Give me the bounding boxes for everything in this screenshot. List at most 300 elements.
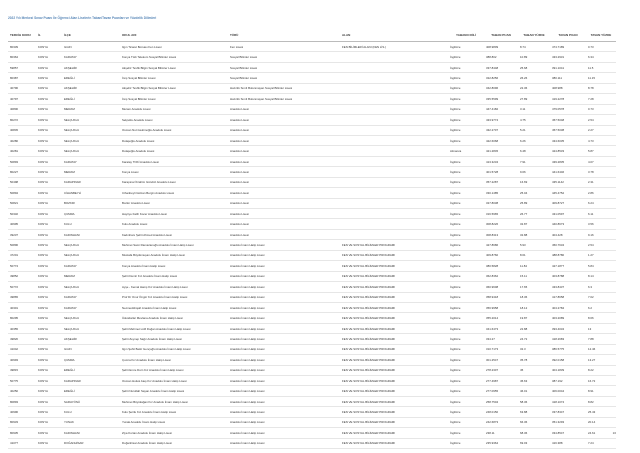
- table-row: [8, 94, 616, 104]
- table-cell: İngilizce: [448, 344, 484, 354]
- table-cell: KONYA: [36, 344, 62, 354]
- table-cell: 358.9418: [484, 292, 518, 302]
- table-cell: 419.2278: [550, 94, 586, 104]
- table-cell: 39237: [8, 229, 36, 239]
- table-cell: 11.5: [586, 62, 616, 72]
- table-cell: 40993: [8, 355, 36, 365]
- table-cell: İngilizce: [448, 135, 484, 145]
- table-cell: 341.6473: [484, 323, 518, 333]
- table-cell: SELÇUKLU: [62, 282, 120, 292]
- table-cell: KARATAY: [62, 292, 120, 302]
- table-cell: 422.6068: [484, 135, 518, 145]
- table-cell: Ziya Kurtan Anadolu İmam Hatip Lisesi: [120, 428, 228, 438]
- table-cell: 322.8256: [484, 73, 518, 83]
- table-cell: 7.24: [586, 438, 616, 448]
- table-cell: Çumra Kız Anadolu İmam Hatip Lisesi: [120, 355, 228, 365]
- table-cell: 308.8313: [484, 229, 518, 239]
- table-cell: FEN VE SOSYAL BİLİMLER PROGRAMI: [340, 240, 448, 250]
- table-cell: 404.2784: [550, 302, 586, 312]
- table-cell: İngilizce: [448, 407, 484, 417]
- table-row: [8, 104, 616, 114]
- table-cell: [340, 62, 448, 72]
- table-cell: AKŞEHİR: [62, 62, 120, 72]
- table-cell: 80295: [8, 313, 36, 323]
- table-cell: DOĞANHİSAR: [62, 438, 120, 448]
- table-cell: 440.8673: [550, 219, 586, 229]
- table-cell: İngilizce: [448, 250, 484, 260]
- table-cell: 1.27: [586, 250, 616, 260]
- table-cell: 409.8727: [550, 198, 586, 208]
- table-cell: İngilizce: [448, 302, 484, 312]
- table-cell: Şehit Zeynep Sağır Anadolu İmam Hatip Lisesi: [120, 334, 228, 344]
- header-alan: ALAN: [342, 33, 351, 38]
- table-cell: Anadolu İmam Hatip Lisesi: [228, 313, 340, 323]
- table-cell: 416.388: [550, 438, 586, 448]
- table-cell: 357.2287: [484, 177, 518, 187]
- table-cell: 441.6446: [550, 167, 586, 177]
- table-cell: KONYA: [36, 334, 62, 344]
- table-cell: İngilizce: [448, 313, 484, 323]
- table-cell: İnnş Sosyal Bilimler Lisesi: [120, 73, 228, 83]
- table-cell: KONYA: [36, 438, 62, 448]
- table-cell: 63.88: [518, 407, 550, 417]
- table-cell: 301.2547: [484, 355, 518, 365]
- header-dil: YABANCI DİLİ: [456, 33, 476, 38]
- table-cell: 25.04: [518, 188, 550, 198]
- table-cell: [340, 73, 448, 83]
- table-cell: 6.3: [586, 282, 616, 292]
- table-cell: 457.5048: [550, 115, 586, 125]
- table-cell: 80387: [8, 73, 36, 83]
- table-cell: EREĞLİ: [62, 94, 120, 104]
- table-cell: Doğanhisar Anadolu İmam Hatip Lisesi: [120, 438, 228, 448]
- table-cell: 330.1485: [484, 188, 518, 198]
- table-cell: 337.8347: [550, 407, 586, 417]
- table-row: [8, 282, 616, 292]
- table-cell: SELÇUKLU: [62, 115, 120, 125]
- table-cell: 7.88: [586, 334, 616, 344]
- table-cell: 387.192: [550, 376, 586, 386]
- table-cell: 418.1074: [550, 396, 586, 406]
- table-cell: KARAPINAR: [62, 376, 120, 386]
- table-cell: İngilizce: [448, 438, 484, 448]
- table-cell: Selçuklu Anadolu Lisesi: [120, 115, 228, 125]
- table-cell: 58.36: [518, 396, 550, 406]
- table-cell: İngilizce: [448, 198, 484, 208]
- table-cell: KONYA: [36, 188, 62, 198]
- table-cell: Anadolu İmam Hatip Lisesi: [228, 428, 340, 438]
- table-cell: İngilizce: [448, 73, 484, 83]
- table-cell: 5.84: [586, 261, 616, 271]
- table-cell: 41042: [8, 344, 36, 354]
- table-cell: Anadolu İmam Hatip Lisesi: [228, 261, 340, 271]
- table-cell: KONYA: [36, 219, 62, 229]
- table-cell: 2.86: [586, 188, 616, 198]
- header-kod: TERCİH KODU: [10, 33, 31, 38]
- table-cell: 417.8658: [550, 292, 586, 302]
- table-cell: KONYA: [36, 302, 62, 312]
- table-cell: 45.63: [518, 376, 550, 386]
- table-cell: İngilizce: [448, 42, 484, 52]
- table-cell: İngilizce: [448, 115, 484, 125]
- table-cell: Anadolu İmam Hatip Lisesi: [228, 271, 340, 281]
- table-cell: Sosyal Bilimler Lisesi: [228, 62, 340, 72]
- table-cell: 392.0158: [550, 355, 586, 365]
- table-cell: KONYA: [36, 250, 62, 260]
- table-row: [8, 355, 616, 365]
- table-cell: Sosyal Bilimler Lisesi: [228, 73, 340, 83]
- table-cell: İngilizce: [448, 209, 484, 219]
- table-cell: 3.78: [586, 167, 616, 177]
- table-row: [8, 167, 616, 177]
- table-cell: 80272: [8, 115, 36, 125]
- table-cell: Osman Nuri Hekimoğlu Anadolu Lisesi: [120, 125, 228, 135]
- table-row: [8, 229, 616, 239]
- table-cell: 4.07: [586, 156, 616, 166]
- table-cell: 6.11: [586, 209, 616, 219]
- table-cell: KARATAY: [62, 302, 120, 312]
- table-cell: KONYA: [36, 313, 62, 323]
- table-cell: FEN VE SOSYAL BİLİMLER PROGRAMI: [340, 355, 448, 365]
- table-cell: 308.8226: [484, 219, 518, 229]
- table-cell: İngilizce: [448, 261, 484, 271]
- table-cell: KONYA: [36, 198, 62, 208]
- table-cell: 277.0955: [484, 386, 518, 396]
- table-cell: KONYA: [36, 396, 62, 406]
- table-cell: 474.7189: [550, 42, 586, 52]
- table-cell: İngilizce: [448, 365, 484, 375]
- table-cell: 447.4182: [484, 104, 518, 114]
- table-cell: 40995: [8, 219, 36, 229]
- table-cell: FEN VE SOSYAL BİLİMLER PROGRAMI: [340, 407, 448, 417]
- table-cell: 401.5728: [484, 167, 518, 177]
- table-cell: 50896: [8, 240, 36, 250]
- table-cell: 26.26: [518, 73, 550, 83]
- table-cell: ÇUMRA: [62, 355, 120, 365]
- table-cell: 6.34: [586, 52, 616, 62]
- table-cell: 424.8533: [550, 146, 586, 156]
- table-cell: 5.87: [586, 146, 616, 156]
- table-cell: Anadolu Lisesi: [228, 115, 340, 125]
- table-cell: 16.69: [518, 177, 550, 187]
- table-cell: İngilizce: [448, 229, 484, 239]
- table-cell: 40797: [8, 94, 36, 104]
- table-cell: Anadolu İmam Hatip Lisesi: [228, 376, 340, 386]
- table-cell: 41077: [8, 438, 36, 448]
- table-cell: [340, 52, 448, 62]
- table-cell: FEN VE SOSYAL BİLİMLER PROGRAMI: [340, 261, 448, 271]
- table-row: [8, 428, 616, 438]
- header-tur: TÜRÜ: [230, 33, 239, 38]
- table-cell: 334.27: [484, 334, 518, 344]
- table-cell: 403.8788: [550, 271, 586, 281]
- table-cell: 337.8448: [484, 62, 518, 72]
- table-cell: 2.31: [586, 177, 616, 187]
- table-cell: 40281: [8, 146, 36, 156]
- table-cell: 8.82: [586, 396, 616, 406]
- table-cell: KONYA: [36, 240, 62, 250]
- table-cell: 351.3293: [550, 417, 586, 427]
- table-cell: 327.8038: [484, 198, 518, 208]
- table-cell: Anadolu Lisesi: [228, 146, 340, 156]
- table-cell: 20.14: [586, 417, 616, 427]
- table-cell: 15.11: [518, 271, 550, 281]
- table-cell: KADINHANI: [62, 229, 120, 239]
- table-cell: Cihanbeyli Gülcan Bergin Anadolu Lisesi: [120, 188, 228, 198]
- table-cell: Konya Lisesi: [120, 167, 228, 177]
- table-row: [8, 146, 616, 156]
- table-row: [8, 386, 616, 396]
- table-cell: 35.78: [518, 355, 550, 365]
- table-cell: 427.8686: [484, 240, 518, 250]
- table-cell: KADINHANI: [62, 428, 120, 438]
- table-cell: İnnş Sosyal Bilimler Lisesi: [120, 94, 228, 104]
- table-cell: AKŞEHİR: [62, 334, 120, 344]
- table-cell: Ilgın Şehit Bekir Gençoğlu Anadolu İmam Hatip Lisesi: [120, 344, 228, 354]
- table-cell: 13.27: [586, 355, 616, 365]
- table-cell: 24.72: [518, 334, 550, 344]
- table-cell: FEN VE SOSYAL BİLİMLER PROGRAMI: [340, 438, 448, 448]
- table-cell: SELÇUKLU: [62, 313, 120, 323]
- table-cell: 409.8760: [484, 250, 518, 260]
- table-cell: Osman Hulusi Ateş Kız Anadolu İmam Hatip Lisesi: [120, 376, 228, 386]
- table-cell: Karapınar İbrahim Gündüz Anadolu Lisesi: [120, 177, 228, 187]
- table-cell: İngilizce: [448, 219, 484, 229]
- document-title: 2022 Yılı Merkezi Sınav Puanı İle Öğrenci Alan Liselerin Taban/Tavan Puanları ve Yüzdelik Dilimleri: [8, 16, 157, 20]
- table-cell: 8.22: [586, 365, 616, 375]
- table-cell: İngilizce: [448, 177, 484, 187]
- table-cell: 80227: [8, 167, 36, 177]
- table-cell: 316.5965: [484, 209, 518, 219]
- table-cell: SELÇUKLU: [62, 323, 120, 333]
- table-cell: Anadolu Lisesi: [228, 177, 340, 187]
- table-cell: Anadolu İmam Hatip Lisesi: [228, 417, 340, 427]
- table-cell: İngilizce: [448, 323, 484, 333]
- table-cell: 17.65: [518, 282, 550, 292]
- table-cell: 80935: [8, 428, 36, 438]
- table-cell: Anadolu İmam Hatip Lisesi: [228, 396, 340, 406]
- table-cell: 457.5038: [550, 125, 586, 135]
- table-cell: İngilizce: [448, 376, 484, 386]
- table-cell: 40250: [8, 386, 36, 396]
- table-cell: AKŞEHİR: [62, 83, 120, 93]
- table-cell: [340, 198, 448, 208]
- table-cell: İngilizce: [448, 428, 484, 438]
- table-cell: Kadınhanı Şehit Ahmed Anadolu Lisesi: [120, 229, 228, 239]
- table-cell: 40845: [8, 125, 36, 135]
- table-body: [8, 42, 616, 449]
- table-cell: KARATAY: [62, 261, 120, 271]
- table-row: [8, 188, 616, 198]
- table-cell: 380.5828: [484, 261, 518, 271]
- table-cell: KONYA: [36, 52, 62, 62]
- table-cell: 418.2683: [550, 334, 586, 344]
- table-cell: 434.6035: [550, 135, 586, 145]
- table-cell: İngilizce: [448, 62, 484, 72]
- table-row: [8, 42, 616, 52]
- table-cell: Mustafa Büyükmuşan Anadolu İmam Hatip Lisesi: [120, 250, 228, 260]
- table-cell: 435.1142: [550, 177, 586, 187]
- table-cell: 439.2835: [550, 156, 586, 166]
- table-row: [8, 125, 616, 135]
- table-cell: 9.16: [586, 229, 616, 239]
- table-cell: KONYA: [36, 229, 62, 239]
- table-cell: ILGIN: [62, 344, 120, 354]
- table-cell: İngilizce: [448, 94, 484, 104]
- table-cell: SELÇUKLU: [62, 250, 120, 260]
- header-tavan-puan: TAVAN PUAN: [558, 33, 578, 38]
- table-cell: FEN VE SOSYAL BİLİMLER PROGRAMI: [340, 334, 448, 344]
- table-cell: KONYA: [36, 271, 62, 281]
- table-cell: 32.88: [518, 229, 550, 239]
- table-cell: 11.15: [586, 73, 616, 83]
- table-cell: Anadolu Lisesi: [228, 198, 340, 208]
- table-cell: KONYA: [36, 135, 62, 145]
- table-cell: 8.91: [586, 386, 616, 396]
- table-cell: 18.36: [518, 292, 550, 302]
- table-cell: 3.56: [586, 219, 616, 229]
- table-row: [8, 302, 616, 312]
- table-cell: Yunak Anadolu İmam Hatip Lisesi: [120, 417, 228, 427]
- table-cell: EREĞLİ: [62, 386, 120, 396]
- table-cell: FEN VE SOSYAL BİLİMLER PROGRAMI: [340, 302, 448, 312]
- table-cell: 2.54: [586, 115, 616, 125]
- table-cell: 8.78: [586, 83, 616, 93]
- table-cell: 6.2: [586, 302, 616, 312]
- table-cell: Şehit Nurullah Sayan Anadolu İmam Hatip Lisesi: [120, 386, 228, 396]
- table-cell: 7.02: [586, 292, 616, 302]
- table-cell: 335.5599: [484, 94, 518, 104]
- table-row: [8, 271, 616, 281]
- table-cell: KULU: [62, 219, 120, 229]
- table-row: [8, 83, 616, 93]
- table-cell: KULU: [62, 407, 120, 417]
- table-cell: FEN VE SOSYAL BİLİMLER PROGRAMI: [340, 344, 448, 354]
- table-cell: FEN VE SOSYAL BİLİMLER PROGRAMI: [340, 282, 448, 292]
- table-cell: FEN VE SOSYAL BİLİMLER PROGRAMI: [340, 396, 448, 406]
- table-cell: 433.9774: [484, 115, 518, 125]
- table-cell: 242.6873: [484, 417, 518, 427]
- table-cell: Konya Anadolu İmam Hatip Lisesi: [120, 261, 228, 271]
- table-cell: 26.77: [518, 209, 550, 219]
- table-cell: EREĞLİ: [62, 73, 120, 83]
- table-cell: SELÇUKLU: [62, 146, 120, 156]
- table-cell: [340, 209, 448, 219]
- table-cell: Akşehir Tevfik Bilgin Sosyal Bilimler Lisesi: [120, 62, 228, 72]
- table-cell: Anadolu Lisesi: [228, 135, 340, 145]
- table-cell: FEN VE SOSYAL BİLİMLER PROGRAMI: [340, 417, 448, 427]
- table-cell: Anadolu İmam Hatip Lisesi: [228, 282, 340, 292]
- table-cell: Kulu Anadolu Lisesi: [120, 219, 228, 229]
- table-cell: İngilizce: [448, 292, 484, 302]
- table-cell: 49820: [8, 334, 36, 344]
- table-cell: 342.8096: [484, 83, 518, 93]
- table-cell: Şehit Emre Durn Kız Anadolu İmam Hatip Lisesi: [120, 365, 228, 375]
- table-cell: KONYA: [36, 156, 62, 166]
- table-cell: KONYA: [36, 355, 62, 365]
- table-cell: Karatay TOKİ Anadolu Lisesi: [120, 156, 228, 166]
- table-cell: [340, 104, 448, 114]
- table-cell: 25.68: [518, 62, 550, 72]
- table-cell: Anadolu İmam Hatip Lisesi: [228, 344, 340, 354]
- table-cell: 68.36: [518, 428, 550, 438]
- table-cell: 50775: [8, 376, 36, 386]
- table-cell: 2.27: [586, 125, 616, 135]
- table-cell: 7.91: [518, 156, 550, 166]
- table-cell: KONYA: [36, 73, 62, 83]
- table-cell: 235.9364: [484, 438, 518, 448]
- table-row: [8, 250, 616, 260]
- table-cell: İngilizce: [448, 167, 484, 177]
- table-cell: FEN VE SOSYAL BİLİMLER PROGRAMI: [340, 313, 448, 323]
- header-okul: OKUL ADI: [122, 33, 137, 38]
- table-row: [8, 417, 616, 427]
- table-cell: 40996: [8, 407, 36, 417]
- table-cell: CİHANBEYLİ: [62, 188, 120, 198]
- table-cell: 18.12: [518, 302, 550, 312]
- table-cell: İngilizce: [448, 334, 484, 344]
- table-cell: KARATAY: [62, 156, 120, 166]
- table-cell: 49865: [8, 292, 36, 302]
- table-cell: [340, 125, 448, 135]
- table-cell: İngilizce: [448, 52, 484, 62]
- table-cell: Anadolu Lisesi: [228, 156, 340, 166]
- table-cell: Üsküdarlar Mevlana Anadolu İmam Hatip Lisesi: [120, 313, 228, 323]
- table-cell: Anadolu İmam Hatip Lisesi: [228, 323, 340, 333]
- table-cell: [340, 115, 448, 125]
- table-cell: Prof Dr Onur Öngür Kız Anadolu İmam Hatip Lisesi: [120, 292, 228, 302]
- table-row: [8, 52, 616, 62]
- table-row: [8, 407, 616, 417]
- table-cell: Anadolu İmam Hatip Lisesi: [228, 250, 340, 260]
- table-cell: Mehmet Sami Ramazanoğlu Anadolu İmam Hatip Lisesi: [120, 240, 228, 250]
- table-cell: 404.1839: [550, 365, 586, 375]
- table-cell: 408.9809: [484, 42, 518, 52]
- table-cell: Anadolu Lisesi: [228, 209, 340, 219]
- table-cell: 19.87: [518, 313, 550, 323]
- table-cell: [340, 229, 448, 239]
- table-row: [8, 365, 616, 375]
- table-cell: KONYA: [36, 42, 62, 52]
- table-cell: 445.4752: [550, 188, 586, 198]
- header-ilce: İLÇE: [64, 33, 71, 38]
- table-cell: KONYA: [36, 94, 62, 104]
- table-cell: 258.7504: [484, 396, 518, 406]
- table-cell: İngilizce: [448, 125, 484, 135]
- table-cell: Anadolu Lisesi: [228, 188, 340, 198]
- table-cell: FEN VE SOSYAL BİLİMLER PROGRAMI: [340, 428, 448, 438]
- table-cell: MERAM: [62, 104, 120, 114]
- table-cell: 40301: [8, 302, 36, 312]
- table-cell: FEN VE SOSYAL BİLİMLER PROGRAMI: [340, 250, 448, 260]
- table-cell: YUNAK: [62, 417, 120, 427]
- table-cell: Anadolu İmam Hatip Lisesi: [228, 438, 340, 448]
- table-cell: 4.73: [586, 135, 616, 145]
- table-cell: FEN VE SOSYAL BİLİMLER PROGRAMI: [340, 323, 448, 333]
- table-cell: 8.61: [518, 250, 550, 260]
- table-cell: 0.73: [586, 42, 616, 52]
- table-cell: 5.21: [518, 125, 550, 135]
- table-cell: 49815: [8, 365, 36, 375]
- table-cell: Anadolu Lisesi: [228, 167, 340, 177]
- table-cell: 248.0150: [484, 407, 518, 417]
- table-cell: İngilizce: [448, 240, 484, 250]
- table-cell: KONYA: [36, 417, 62, 427]
- table-cell: 80933: [8, 417, 36, 427]
- table-cell: 5.93: [518, 240, 550, 250]
- table-cell: 386.5775: [550, 344, 586, 354]
- table-row: [8, 73, 616, 83]
